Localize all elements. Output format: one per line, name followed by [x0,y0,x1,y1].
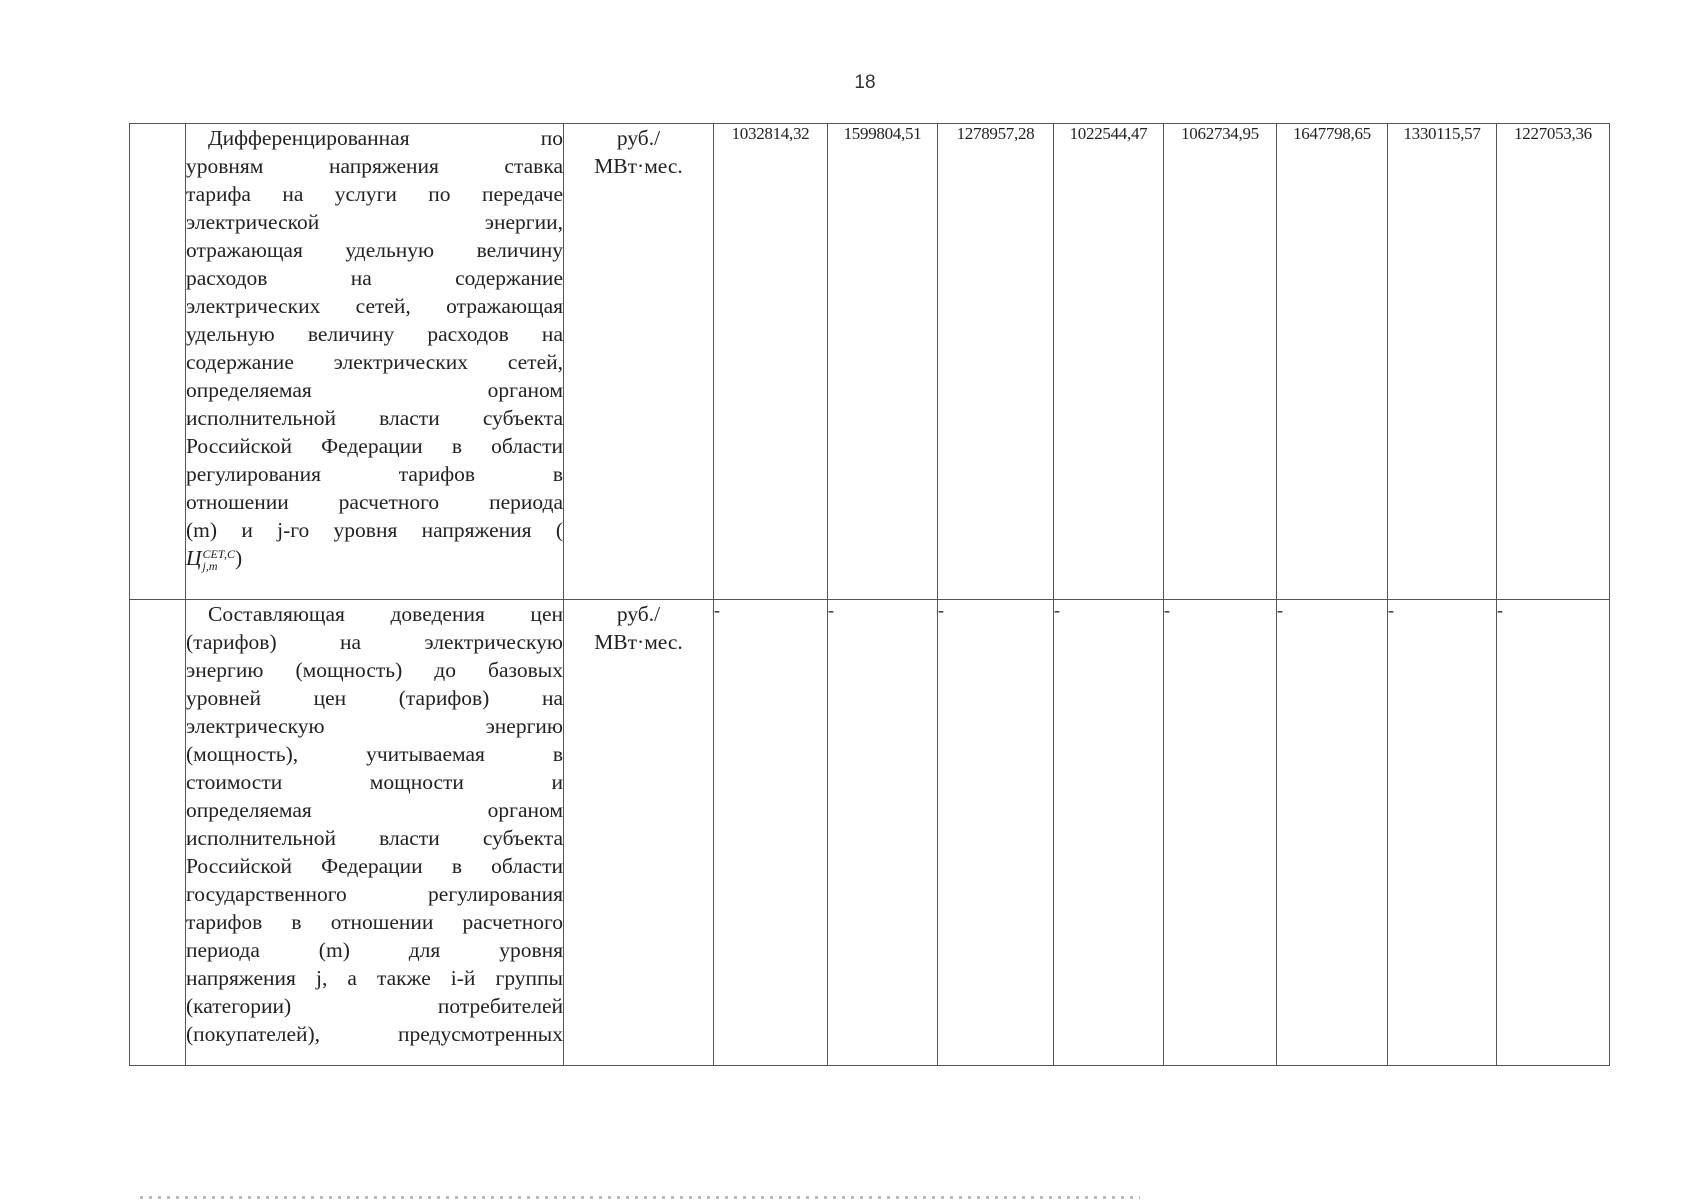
description-line: Дифференцированная по [208,126,563,150]
description-line: государственного регулирования [186,882,563,906]
description-line: отношении расчетного периода [186,490,563,514]
scan-artifact-line [140,1196,1140,1199]
description-line: определяемая органом [186,798,563,822]
value-cell: 1599804,51 [828,124,938,600]
value-cell: - [1164,600,1277,1066]
value-cell: 1330115,57 [1388,124,1497,600]
description-line: напряжения j, а также i-й группы [186,966,563,990]
description-line: электрической энергии, [186,210,563,234]
description-line: (m) и j-го уровня напряжения ( [186,518,563,542]
description-line: стоимости мощности и [186,770,563,794]
unit-line: МВт·мес. [594,630,683,654]
description-line: тарифа на услуги по передаче [186,182,563,206]
description-line: уровням напряжения ставка [186,154,563,178]
formula-close-paren: ) [234,546,243,570]
description-line: определяемая органом [186,378,563,402]
table-row [130,124,1610,600]
description-line: Составляющая доведения цен [208,602,563,626]
value-cell: 1647798,65 [1277,124,1388,600]
formula-indices [203,548,235,572]
description-line: (категории) потребителей [186,994,563,1018]
page-number: 18 [854,72,876,93]
value-cell: 1227053,36 [1497,124,1610,600]
description-line: отражающая удельную величину [186,238,563,262]
description-line: (покупателей), предусмотренных [186,1022,563,1046]
table-row [130,600,1610,1066]
description-line: содержание электрических сетей, [186,350,563,374]
tariff-formula [186,544,563,572]
description-line: (мощность), учитываемая в [186,742,563,766]
unit-line: руб./ [616,126,661,150]
value-cell: 1022544,47 [1054,124,1164,600]
description-line: периода (m) для уровня [186,938,563,962]
description-cell [186,600,564,1066]
row-number-cell [130,124,186,600]
description-line: Российской Федерации в области [186,854,563,878]
unit-line: руб./ [616,602,661,626]
description-line: (тарифов) на электрическую [186,630,563,654]
row-number-cell [130,600,186,1066]
value-cell: 1032814,32 [714,124,828,600]
value-cell: - [714,600,828,1066]
formula-base: Ц [186,546,202,570]
unit-line: МВт·мес. [594,154,683,178]
value-cell: 1278957,28 [938,124,1054,600]
description-line: исполнительной власти субъекта [186,406,563,430]
value-cell: - [1388,600,1497,1066]
description-line: регулирования тарифов в [186,462,563,486]
value-cell: 1062734,95 [1164,124,1277,600]
value-cell: - [1497,600,1610,1066]
description-line: тарифов в отношении расчетного [186,910,563,934]
description-line: электрических сетей, отражающая [186,294,563,318]
value-cell: - [938,600,1054,1066]
formula-superscript: СЕТ,С [202,547,235,562]
value-cell: - [1277,600,1388,1066]
description-line: электрическую энергию [186,714,563,738]
description-cell [186,124,564,600]
tariff-table [129,123,1610,1066]
description-line: Российской Федерации в области [186,434,563,458]
description-line: энергию (мощность) до базовых [186,658,563,682]
description-line: расходов на содержание [186,266,563,290]
description-line: уровней цен (тарифов) на [186,686,563,710]
description-line: исполнительной власти субъекта [186,826,563,850]
value-cell: - [1054,600,1164,1066]
unit-cell [564,600,714,1066]
unit-cell [564,124,714,600]
formula-subscript: j,m [202,559,218,574]
value-cell: - [828,600,938,1066]
description-line: удельную величину расходов на [186,322,563,346]
